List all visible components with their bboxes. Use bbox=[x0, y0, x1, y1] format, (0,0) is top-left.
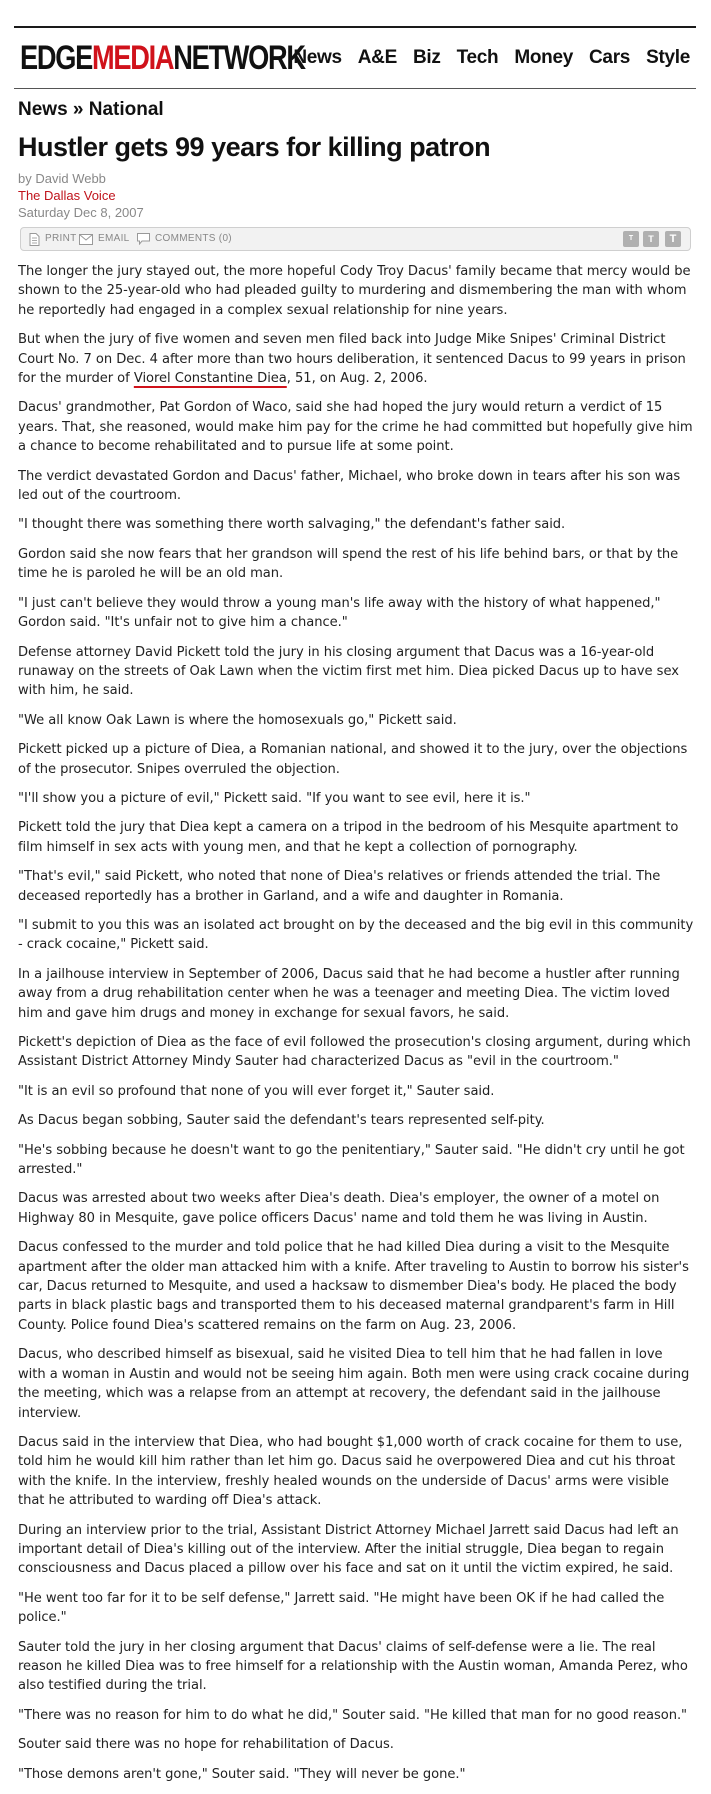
paragraph: Souter said there was no hope for rehabilitation of Dacus. bbox=[18, 1737, 394, 1753]
text-size-small-button[interactable]: T bbox=[623, 231, 639, 247]
paragraph bbox=[18, 330, 694, 388]
main-nav bbox=[277, 30, 690, 86]
paragraph: Dacus confessed to the murder and told police that he had killed Diea during a visit to the Mesquite apartment after the older man attacked him with a knife. After traveling to Austin to borrow his sister's car, Dacus returned to Mesquite, and used a hacksaw to dismember Diea's body. He placed the body parts in black plastic bags and transported them to his deceased maternal grandparent's farm in Hill County. Police found Diea's scattered remains on the farm on Aug. 23, 2006. bbox=[18, 1240, 689, 1333]
site-logo[interactable] bbox=[20, 30, 305, 86]
article-toolbar bbox=[20, 227, 691, 251]
paragraph: In a jailhouse interview in September of 2006, Dacus said that he had become a hustler after running away from a drug rehabilitation center when he was a teenager and meeting Diea. The victim loved him and gave him drugs and money in exchange for sexual favors, he said. bbox=[18, 966, 680, 1021]
paragraph: Sauter told the jury in her closing argument that Dacus' claims of self-defense were a lie. The real reason he killed Diea was to free himself for a relationship with the Austin woman, Amanda Perez, who also testified during the trial. bbox=[18, 1639, 688, 1694]
article-title: Hustler gets 99 years for killing patron bbox=[18, 132, 491, 162]
paragraph-text: , 51, on Aug. 2, 2006. bbox=[286, 371, 428, 387]
nav-style[interactable]: Style bbox=[646, 47, 690, 68]
nav-money[interactable]: Money bbox=[514, 47, 574, 68]
paragraph-text: But when the jury of five women and seven men filed back into Judge Mike Snipes' Criminal District Court No. 7 on Dec. 4 after more than two hours deliberation, it sentenced Dacus to 99 years in prison for the murder of bbox=[18, 332, 686, 387]
paragraph: Dacus said in the interview that Diea, who had bought $1,000 worth of crack cocaine for them to use, told him he would kill him rather than let him go. Dacus said he overpowered Diea and cut his throat with the knife. In the interview, freshly healed wounds on the underside of Dacus' arms were visible that he attributed to warding off Diea's attack. bbox=[18, 1434, 683, 1509]
victim-name: Viorel Constantine Diea bbox=[133, 371, 287, 387]
paragraph: "That's evil," said Pickett, who noted that none of Diea's relatives or friends attended the trial. The deceased reportedly has a brother in Garland, and a wife and daughter in Romania. bbox=[18, 869, 661, 904]
publish-date: Saturday Dec 8, 2007 bbox=[18, 205, 144, 220]
comments-label: COMMENTS (0) bbox=[155, 233, 232, 244]
article-body bbox=[18, 262, 694, 1794]
comments-button[interactable] bbox=[137, 228, 232, 250]
logo-part-media: MEDIA bbox=[91, 39, 174, 77]
masthead bbox=[14, 30, 696, 86]
paragraph: "There was no reason for him to do what he did," Souter said. "He killed that man for no good reason." bbox=[18, 1707, 688, 1723]
breadcrumb[interactable]: News » National bbox=[18, 99, 164, 120]
nav-ae[interactable]: A&E bbox=[357, 47, 397, 68]
header-top-rule bbox=[14, 26, 696, 28]
paragraph: Dacus, who described himself as bisexual, said he visited Diea to tell him that he had fallen in love with a woman in Austin and would not be seeing him again. Both men were using crack cocaine during the meeting, which was a relapse from an attempt at recovery, the defendant said in the jailhouse interview. bbox=[18, 1347, 690, 1421]
paragraph: "Those demons aren't gone," Souter said. "They will never be gone." bbox=[18, 1766, 466, 1782]
email-label: EMAIL bbox=[98, 233, 130, 244]
paragraph: The longer the jury stayed out, the more hopeful Cody Troy Dacus' family became that mercy would be shown to the 25-year-old who had pleaded guilty to murdering and dismembering the man with whom he reportedly had engaged in a complex sexual relationship for nine years. bbox=[18, 264, 691, 318]
nav-biz[interactable]: Biz bbox=[412, 47, 441, 68]
paragraph: Defense attorney David Pickett told the jury in his closing argument that Dacus was a 16-year-old runaway on the streets of Oak Lawn when the victim first met him. Diea picked Dacus up to have sex with him, he said. bbox=[18, 644, 679, 699]
paragraph: Pickett picked up a picture of Diea, a Romanian national, and showed it to the jury, over the objections of the prosecutor. Snipes overruled the objection. bbox=[18, 742, 688, 777]
print-label: PRINT bbox=[45, 233, 77, 244]
logo-part-network: NETWORK bbox=[173, 39, 305, 77]
header-bottom-rule bbox=[14, 88, 696, 89]
comment-icon bbox=[137, 233, 150, 245]
paragraph: As Dacus began sobbing, Sauter said the defendant's tears represented self-pity. bbox=[18, 1113, 545, 1129]
print-icon bbox=[29, 233, 40, 246]
email-button[interactable] bbox=[79, 228, 130, 250]
paragraph: Dacus' grandmother, Pat Gordon of Waco, said she had hoped the jury would return a verdict of 15 years. That, she reasoned, would make him pay for the crime he had committed but hopefully give him a chance to become rehabilitated and to pursue life at some point. bbox=[18, 400, 693, 455]
paragraph: "I thought there was something there worth salvaging," the defendant's father said. bbox=[18, 517, 566, 533]
text-size-medium-button[interactable]: T bbox=[643, 231, 659, 247]
nav-news[interactable]: News bbox=[293, 47, 342, 68]
paragraph: "It is an evil so profound that none of you will ever forget it," Sauter said. bbox=[18, 1083, 495, 1099]
paragraph: "He went too far for it to be self defense," Jarrett said. "He might have been OK if he had called the police." bbox=[18, 1590, 665, 1626]
email-icon bbox=[79, 234, 93, 245]
print-button[interactable] bbox=[29, 228, 77, 250]
paragraph: "I submit to you this was an isolated act brought on by the deceased and the big evil in this community - crack cocaine," Pickett said. bbox=[18, 917, 694, 953]
paragraph: Gordon said she now fears that her grandson will spend the rest of his life behind bars, or that by the time he is paroled he will be an old man. bbox=[18, 546, 679, 582]
paragraph: During an interview prior to the trial, Assistant District Attorney Michael Jarrett said Dacus had left an important detail of Diea's killing out of the interview. After the initial struggle, Diea began to regain consciousness and Dacus placed a pillow over his face and sat on it until the victim expired, he said. bbox=[18, 1522, 679, 1577]
paragraph: Pickett told the jury that Diea kept a camera on a tripod in the bedroom of his Mesquite apartment to film himself in sex acts with young men, and that he kept a collection of pornography. bbox=[18, 820, 679, 855]
paragraph: The verdict devastated Gordon and Dacus' father, Michael, who broke down in tears after his son was led out of the courtroom. bbox=[18, 468, 681, 504]
text-size-large-button[interactable]: T bbox=[665, 231, 681, 247]
source-link[interactable]: The Dallas Voice bbox=[18, 188, 116, 203]
paragraph: "We all know Oak Lawn is where the homosexuals go," Pickett said. bbox=[18, 712, 457, 728]
byline: by David Webb bbox=[18, 171, 106, 186]
logo-part-edge: EDGE bbox=[20, 39, 92, 77]
paragraph: "I just can't believe they would throw a young man's life away with the history of what happened," Gordon said. "It's unfair not to give him a chance." bbox=[18, 595, 661, 631]
paragraph: Dacus was arrested about two weeks after Diea's death. Diea's employer, the owner of a motel on Highway 80 in Mesquite, gave police officers Dacus' name and told them he was living in Austin. bbox=[18, 1191, 660, 1226]
article-meta bbox=[18, 170, 144, 221]
paragraph: "He's sobbing because he doesn't want to go the penitentiary," Sauter said. "He didn't cry until he got arrested." bbox=[18, 1142, 685, 1178]
paragraph: Pickett's depiction of Diea as the face of evil followed the prosecution's closing argument, during which Assistant District Attorney Mindy Sauter had characterized Dacus as "evil in the courtroom." bbox=[18, 1035, 691, 1070]
paragraph: "I'll show you a picture of evil," Pickett said. "If you want to see evil, here it is." bbox=[18, 790, 531, 806]
nav-cars[interactable]: Cars bbox=[589, 47, 631, 68]
nav-tech[interactable]: Tech bbox=[456, 47, 499, 68]
